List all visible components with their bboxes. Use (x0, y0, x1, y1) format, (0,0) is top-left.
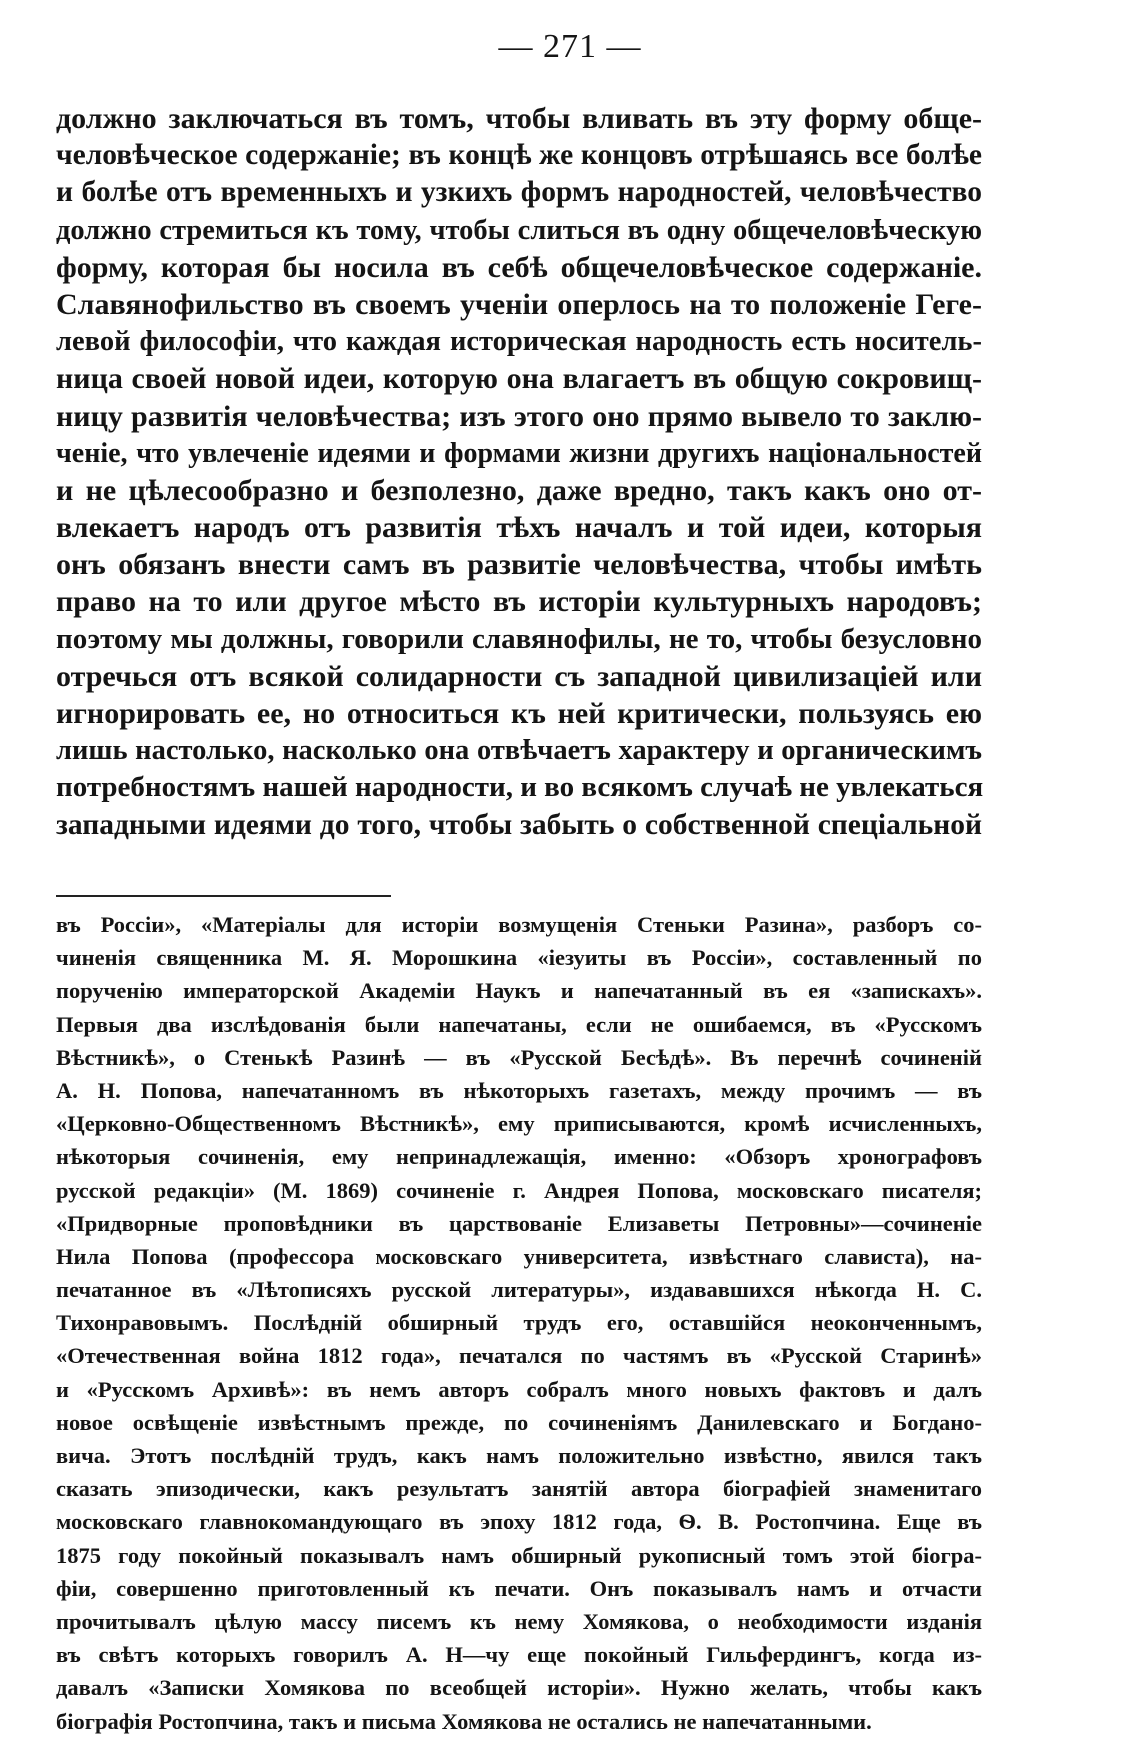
main-text-line: потребностямъ нашей народности, и во всякомъ случаѣ не увлекаться (56, 771, 984, 804)
page-number: — 271 — (498, 28, 642, 65)
footnote-line: давалъ «Записки Хомякова по всеобщей исторіи». Нужно желать, чтобы какъ (56, 1675, 982, 1701)
main-text-line: левой философіи, что каждая историческая народность есть носитель- (56, 326, 982, 358)
main-text-block (56, 100, 982, 844)
main-text-line: отречься отъ всякой солидарности съ западной цивилизаціей или (56, 659, 982, 693)
footnote-line: біографія Ростопчина, такъ и письма Хомякова не остались не напечатанными. (56, 1708, 872, 1734)
footnote-line: новое освѣщеніе извѣстнымъ прежде, по сочиненіямъ Данилевскаго и Богдано- (56, 1409, 982, 1435)
footnote-line: вича. Этотъ послѣдній трудъ, какъ намъ положительно извѣстно, явился такъ (56, 1443, 982, 1468)
footnote-line: русской редакціи» (М. 1869) сочиненіе г. Андрея Попова, московскаго писателя; (56, 1177, 982, 1203)
main-text-line: влекаетъ народъ отъ развитія тѣхъ началъ и той идеи, которыя (56, 511, 982, 545)
footnote-line: «Церковно-Общественномъ Вѣстникѣ», ему приписываются, кромѣ исчисленныхъ, (56, 1111, 982, 1137)
main-text-line: должно заключаться въ томъ, чтобы вливать въ эту форму обще- (56, 102, 982, 135)
footnote-line: фіи, совершенно приготовленный къ печати. Онъ показывалъ намъ и отчасти (56, 1575, 982, 1601)
main-text-line: Славянофильство въ своемъ ученіи оперлось на то положеніе Геге- (56, 287, 982, 321)
footnote-line: 1875 году покойный показывалъ намъ обширный рукописный томъ этой біогра- (56, 1542, 982, 1568)
footnote-line: печатанное въ «Лѣтописяхъ русской литературы», издававшихся нѣкогда Н. С. (56, 1277, 982, 1303)
main-text-line: онъ обязанъ внести самъ въ развитіе человѣчества, чтобы имѣть (56, 548, 982, 582)
footnote-line: чиненія священника М. Я. Морошкина «іезуиты въ Россіи», составленный по (56, 945, 982, 971)
footnote-line: въ свѣтъ которыхъ говорилъ А. Н—чу еще покойный Гильфердингъ, когда из- (56, 1642, 982, 1668)
footnote-line: московскаго главнокомандующаго въ эпоху 1812 года, Ѳ. В. Ростопчина. Еще въ (56, 1509, 982, 1535)
main-text-line: ницу развитія человѣчества; изъ этого оно прямо вывело то заклю- (56, 399, 982, 433)
footnote-line: сказать эпизодически, какъ результатъ занятій автора біографіей знаменитаго (56, 1476, 982, 1502)
footnote-line: Вѣстникѣ», о Стенькѣ Разинѣ — въ «Русской Бесѣдѣ». Въ перечнѣ сочиненій (56, 1044, 982, 1070)
footnote-line: «Отечественная война 1812 года», печатался по частямъ въ «Русской Старинѣ» (56, 1343, 982, 1369)
main-text-line: и не цѣлесообразно и безполезно, даже вредно, такъ какъ оно от- (56, 473, 982, 507)
footnote-line: А. Н. Попова, напечатанномъ въ нѣкоторыхъ газетахъ, между прочимъ — въ (56, 1077, 982, 1103)
main-text-line: лишь настолько, насколько она отвѣчаетъ характеру и органическимъ (56, 735, 982, 767)
main-text-line: и болѣе отъ временныхъ и узкихъ формъ народностей, человѣчество (56, 176, 982, 209)
footnote-line: Первыя два изслѣдованія были напечатаны, если не ошибаемся, въ «Русскомъ (56, 1011, 982, 1037)
main-text-line: право на то или другое мѣсто въ исторіи культурныхъ народовъ; (56, 585, 982, 619)
main-text-line: ница своей новой идеи, которую она влагаетъ въ общую сокровищ- (56, 362, 982, 396)
footnote-line: и «Русскомъ Архивѣ»: въ немъ авторъ собралъ много новыхъ фактовъ и далъ (56, 1376, 982, 1402)
footnote-line: нѣкоторыя сочиненія, ему непринадлежащія, именно: «Обзоръ хронографовъ (56, 1144, 982, 1170)
footnote-block (56, 908, 982, 1738)
main-text-line: западными идеями до того, чтобы забыть о собственной спеціальной (56, 808, 982, 841)
footnote-line: «Придворные проповѣдники въ царствованіе Елизаветы Петровны»—сочиненіе (56, 1210, 982, 1236)
footnote-line: Тихонравовымъ. Послѣдній обширный трудъ его, оставшійся неоконченнымъ, (56, 1310, 982, 1336)
main-text-line: ченіе, что увлеченіе идеями и формами жизни другихъ національностей (56, 437, 982, 469)
footnote-divider (56, 895, 391, 897)
footnote-line: Нила Попова (профессора московскаго университета, извѣстнаго слависта), на- (56, 1243, 982, 1269)
main-text-line: человѣческое содержаніе; въ концѣ же концовъ отрѣшаясь все болѣе (56, 139, 982, 172)
main-text-line: поэтому мы должны, говорили славянофилы, не то, чтобы безусловно (56, 622, 982, 655)
main-text-line: должно стремиться къ тому, чтобы слиться въ одну общечеловѣческую (56, 214, 982, 246)
footnote-line: порученію императорской Академіи Наукъ и напечатанный въ ея «запискахъ». (56, 978, 982, 1004)
main-text-line: игнорировать ее, но относиться къ ней критически, пользуясь ею (56, 697, 982, 730)
footnote-line: въ Россіи», «Матеріалы для исторіи возмущенія Стеньки Разина», разборъ со- (56, 912, 982, 937)
footnote-line: прочитывалъ цѣлую массу писемъ къ нему Хомякова, о необходимости изданія (56, 1608, 982, 1634)
main-text-line: форму, которая бы носила въ себѣ общечеловѣческое содержаніе. (56, 250, 982, 284)
